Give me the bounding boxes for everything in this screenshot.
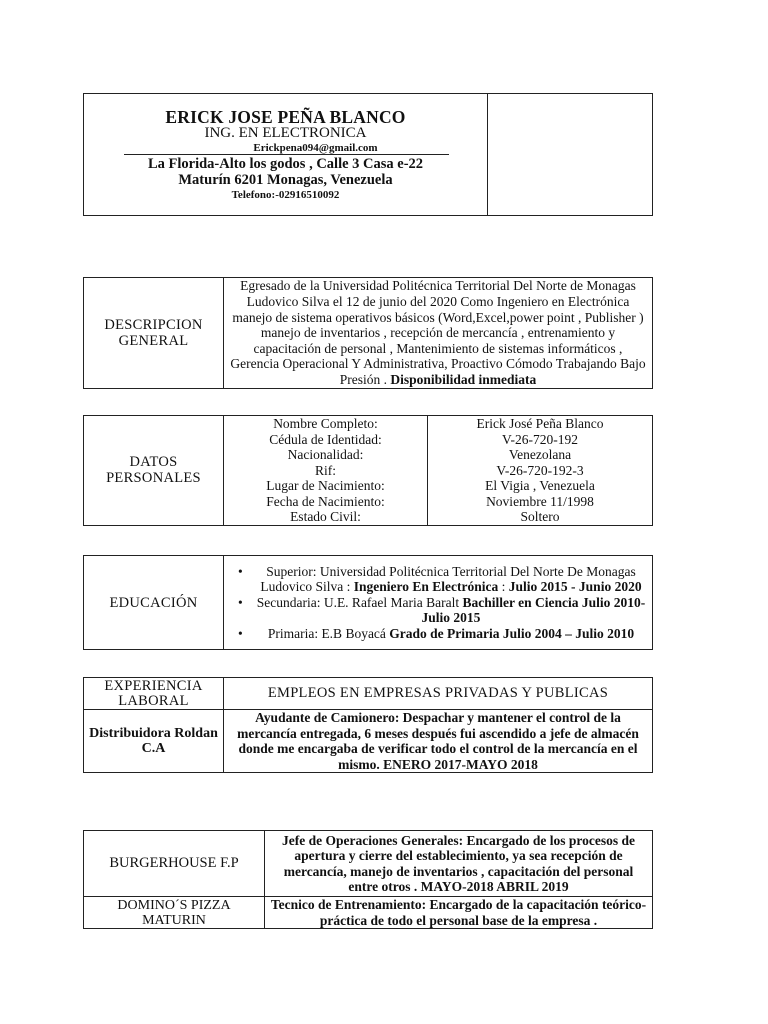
bullet-icon: • <box>238 594 243 610</box>
field-value: V-26-720-192-3 <box>496 462 584 478</box>
description-table <box>83 277 653 389</box>
personal-data-label: DATOS PERSONALES <box>84 416 224 526</box>
job-description: Jefe de Operaciones Generales: Encargado de los procesos de apertura y cierre del establecimiento, ya sea recepción de mercancía, manejo de inventarios , capacitación del personal entre otros . MAYO-2018 ABRIL 2019 <box>265 831 653 897</box>
description-text: Egresado de la Universidad Politécnica Territorial Del Norte de Monagas Ludovico Silva el 12 de junio del 2020 Como Ingeniero en Electrónica manejo de sistema operativos básicos (Word,Excel,power point , Publisher ) manejo de inventarios , recepción de mercancía , entrenamiento y capacitación de personal , Mantenimiento de sistemas informáticos , Gerencia Operacional Y Administrativa, Proactivo Cómodo Trabajando Bajo Presión . <box>230 278 646 387</box>
job-description: Ayudante de Camionero: Despachar y mantener el control de la mercancía entregada, 6 meses después fui ascendido a jefe de almacén donde me encargaba de verificar todo el control de la mercancía en el mismo. ENERO 2017-MAYO 2018 <box>224 710 653 773</box>
field-value: Erick José Peña Blanco <box>476 416 604 431</box>
field-label: Nacionalidad: <box>287 447 364 462</box>
phone-text: Telefono:-02916510092 <box>231 189 340 201</box>
field-value: Soltero <box>520 509 560 524</box>
experience-table <box>83 677 653 773</box>
field-label: Nombre Completo: <box>273 416 378 431</box>
personal-fields-cell <box>224 416 428 526</box>
field-label: Lugar de Nacimiento: <box>266 478 385 493</box>
field-value: Noviembre 11/1998 <box>486 493 594 509</box>
education-cell <box>224 556 653 650</box>
full-name: ERICK JOSE PEÑA BLANCO <box>165 107 406 127</box>
company-name: DOMINO´S PIZZA MATURIN <box>84 897 265 929</box>
field-label: Fecha de Nacimiento: <box>266 493 385 509</box>
header-divider <box>487 94 488 215</box>
availability-text: Disponibilidad inmediata <box>390 371 537 387</box>
bullet-icon: • <box>238 563 243 579</box>
education-item: • Superior: Universidad Politécnica Territorial Del Norte De Monagas Ludovico Silva : Ingeniero En Electrónica : Julio 2015 - Junio 2020 <box>238 563 642 595</box>
email-text: Erickpena094@gmail.com <box>253 142 378 154</box>
experience-label: EXPERIENCIA LABORAL <box>84 678 224 710</box>
field-label: Estado Civil: <box>290 509 361 524</box>
personal-values-cell <box>428 416 653 526</box>
bullet-icon: • <box>238 625 243 641</box>
company-name: Distribuidora Roldan C.A <box>84 710 224 773</box>
field-value: V-26-720-192 <box>502 431 578 447</box>
address-line-2: Maturín 6201 Monagas, Venezuela <box>178 172 393 188</box>
field-value: El Vigia , Venezuela <box>485 478 595 493</box>
description-label: DESCRIPCION GENERAL <box>84 278 224 389</box>
email-underline <box>124 154 449 155</box>
address-line-1: La Florida-Alto los godos , Calle 3 Casa e-22 <box>147 156 424 172</box>
education-table <box>83 555 653 650</box>
jobs-table <box>83 830 653 929</box>
field-value: Venezolana <box>508 447 572 462</box>
header-box <box>83 93 653 216</box>
education-label: EDUCACIÓN <box>84 556 224 650</box>
profession-title: ING. EN ELECTRONICA <box>204 125 367 141</box>
experience-heading: EMPLEOS EN EMPRESAS PRIVADAS Y PUBLICAS <box>224 678 653 710</box>
education-item: • Primaria: E.B Boyacá Grado de Primaria Julio 2004 – Julio 2010 <box>238 625 635 641</box>
personal-data-table <box>83 415 653 526</box>
description-cell <box>224 278 653 389</box>
job-description: Tecnico de Entrenamiento: Encargado de la capacitación teórico-práctica de todo el personal base de la empresa . <box>265 897 653 929</box>
field-label: Rif: <box>314 462 336 478</box>
education-item: • Secundaria: U.E. Rafael Maria Baralt Bachiller en Ciencia Julio 2010-Julio 2015 <box>238 594 646 626</box>
company-name: BURGERHOUSE F.P <box>84 831 265 897</box>
field-label: Cédula de Identidad: <box>269 431 382 447</box>
